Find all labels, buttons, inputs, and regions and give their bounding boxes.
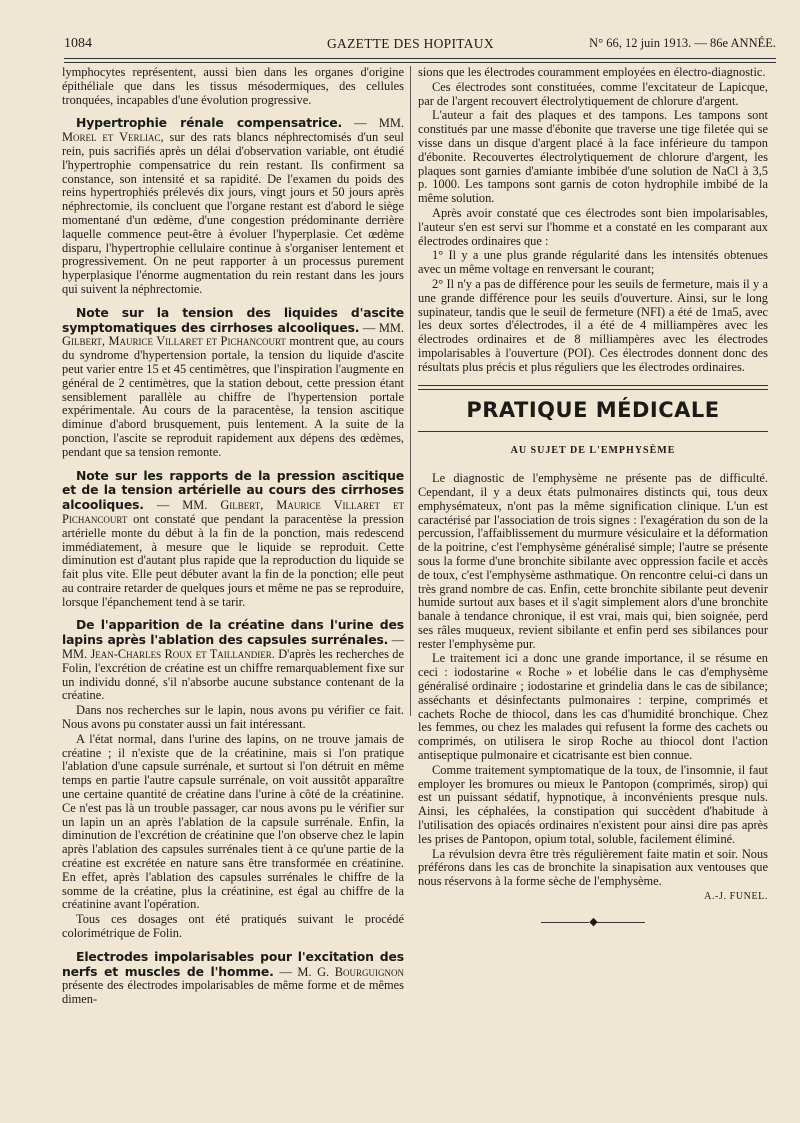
paragraph: Ces électrodes sont constituées, comme l'excitateur de Lapicque, par de l'argent recouvert électrolytiquement de chlorure d'argent. — [418, 79, 768, 108]
paragraph: Tous ces dosages ont été pratiqués suivant le procédé colorimétrique de Folin. — [62, 912, 404, 941]
header-rule-bottom — [64, 62, 776, 63]
section-text: montrent que, au cours du syndrome d'hypertension portale, la tension du liquide d'ascite peut varier entre 15 et 45 centimètres, que l'inspiration l'augmente en général de 2 centimètres, que la station debout, cette pression étant sensiblement parallèle au chiffre de l'hypertension portale expérimentale. Au cours de la paracentèse, la tension ascitique diminue d'abord brusquement, puis lentement. A la suite de la ponction, l'ascite se reproduit rapidement aux dépens des œdèmes, pendant que sa tension remonte. — [62, 334, 404, 459]
section-text: D'après les recherches de Folin, l'excrétion de créatine est un chiffre remarquablement fixe sur un individu donné, s'il n'absorbe aucune substance contenant de la créatine. — [62, 647, 404, 703]
section-authors: — M. G. Bourguignon — [279, 964, 405, 979]
paragraph: L'auteur a fait des plaques et des tampons. Les tampons sont constitués par une masse d'ébonite que traverse une tige filetée qui se visse dans un disque d'argent placé à la face inférieure du tampon d'ébonite. Recouvertes électrolytiquement de chlorure d'argent, les plaques sont garnies d'amiante imbibée d'une solution de NaCl à 3,5 p. 1000. Les tampons sont garnis de coton hydrophile imbibé de la même solution. — [418, 108, 768, 206]
section-heading: Hypertrophie rénale compensatrice. — [76, 115, 343, 131]
article-subtitle: AU SUJET DE L'EMPHYSÈME — [510, 445, 676, 457]
paragraph: 2° Il n'y a pas de différence pour les seuils de fermeture, mais il y a une grande différence pour les seuils d'ouverture. Ainsi, sur le long supinateur, tandis que le seuil de fermeture (NFI) a été de 1ma5, avec les deux sortes d'électrodes, il a été de 4 milliampères avec les électrodes ordinaires et de 8 milliampères avec les électrodes impolarisables à l'ouverture (POI). Ces électrodes donnent donc des résultats plus précis et plus réguliers que les électrodes ordinaires. — [418, 276, 768, 374]
issue-info: N° 66, 12 juin 1913. — 86e ANNÉE. — [589, 36, 776, 50]
section-text: ont constaté que pendant la paracentèse la pression artérielle monte du début à la fin de la ponction, mais redescend immédiatement, à mesure que le liquide se reproduit. Cette diminution est d'autant plus rapide que la reproduction du liquide se fait plus vite. Elle peut débuter avant la fin de la ponction; elle peut au contraire retarder de quelques jours et même ne pas se reproduire, lorsque l'épanchement tend à se tarir. — [62, 511, 404, 609]
author-signature: A.-J. FUNEL. — [704, 891, 768, 903]
paragraph: Dans nos recherches sur le lapin, nous avons pu vérifier ce fait. Nous avons pu constater aussi un fait intéressant. — [62, 703, 404, 732]
section-rule — [418, 431, 768, 432]
section-heading: Electrodes impolarisables pour l'excitation des nerfs et muscles de l'homme. — [62, 948, 404, 979]
section-text: présente des électrodes impolarisables de même forme et de mêmes dimen- — [62, 978, 404, 1007]
section-rule — [418, 389, 768, 390]
paragraph: A l'état normal, dans l'urine des lapins, on ne trouve jamais de créatine ; il n'existe que de la créatinine, mais si l'on pratique l'ablation d'une capsule surrénale, et surtout si l'on détruit en même temps en partie l'autre capsule surrénale, on voit aussitôt apparaître une certaine quantité de créatine dans l'urine à côté de la créatinine. Ce n'est pas là un trouble passager, car nous avons pu le vérifier sur un lapin un an après l'ablation de la capsule surrénale. Enfin, la diminution de l'excrétion de créatinine que l'on observe chez le lapin après l'ablation des capsules surrénales tient à ce qu'une partie de la créatine est excrétée en nature sans être transformée en créatinine. En effet, après l'ablation des capsules surrénales le chiffre de la somme de la créatine, plus la créatinine, est égal au chiffre de la créatinine avant l'opération. — [62, 731, 404, 912]
paragraph: sions que les électrodes couramment employées en électro-diagnostic. — [418, 65, 766, 79]
paragraph: La révulsion devra être très régulièrement faite matin et soir. Nous préférons dans les cas de bronchite la sinapisation aux ventouses que nous réservons à la forme sèche de l'emphysème. — [418, 846, 768, 889]
page-number: 1084 — [64, 36, 92, 51]
section-title: PRATIQUE MÉDICALE — [466, 397, 720, 422]
section-ascite-tension — [62, 306, 404, 460]
paragraph: Après avoir constaté que ces électrodes sont bien impolarisables, l'auteur s'en est servi sur l'homme et a constaté en les comparant aux électrodes ordinaires que : — [418, 205, 768, 248]
section-heading: De l'apparition de la créatine dans l'urine des lapins après l'ablation des capsules surrénales. — [62, 617, 404, 648]
paragraph: lymphocytes représentent, aussi bien dans les organes d'origine épithéliale que dans les tissus mésodermiques, des cellules tronquées, incapables d'une évolution progressive. — [62, 65, 404, 107]
right-column — [418, 66, 768, 930]
section-authors: — MM. Jean-Charles Roux et Taillandier. — [62, 633, 404, 662]
journal-title: GAZETTE DES HOPITAUX — [327, 36, 494, 51]
section-authors: — MM. Gilbert, Maurice Villaret et Pichancourt — [62, 498, 404, 526]
paragraph: 1° Il y a une plus grande régularité dans les intensités obtenues avec un même voltage en renversant le courant; — [418, 248, 768, 277]
section-text: sur des rats blancs néphrectomisés d'un seul rein, puis sacrifiés après un délai d'observation variable, ont étudié l'hypertrophie compensatrice du rein restant. Ils confirment sa constance, son intensité et sa rapidité. De l'examen du poids des reins hypertrophiés prélevés dix jours, vingt jours et 50 jours après néphrectomie, ils concluent que l'organe restant est d'abord le siège momentané d'un œdème, d'une congestion prédominante derrière laquelle commence peut-être à évoluer l'hyperplasie. Cet œdème disparu, l'hypertrophie cellulaire continue à s'organiser lentement et progressivement. On ne peut rapporter à un processus purement hyperplasique l'énorme augmentation du rein restant dans les jours qui suivent la néphrectomie. — [62, 130, 404, 296]
paragraph: Le traitement ici a donc une grande importance, il se résume en ceci : iodostarine « Roche » et lobélie dans le cas d'emphysème généralisé ordinaire ; iodostarine et grindelia dans le cas de sibilance; asséchants et désinfectants pulmonaires : terpine, comprimés et cachets Roche de thiocol, dans les cas d'humidité bronchique. Chez les femmes, ou chez les malades qui refusent la forme des cachets ou comprimés, on utilisera le sirop Roche au thiocol dont l'action antiseptique pulmonaire et cicatrisante est bien connue. — [418, 651, 768, 763]
section-ascite-pressure — [62, 469, 404, 610]
section-authors: — MM. Morel et Verliac, — [62, 116, 404, 145]
left-column — [62, 66, 404, 1008]
paragraph: Le diagnostic de l'emphysème ne présente pas de difficulté. Cependant, il y a deux états pulmonaires distincts qui, tous deux emphysémateux, n'ont pas la même signification clinique. L'un est caractérisé par l'association de trois signes : l'exagération du son de la percussion, l'affaiblissement du murmure vésiculaire et la déformation de la poitrine, c'est l'emphysème généralisé simple; l'autre se présente sous la forme d'une bronchite sibilante avec oppression facile et accès de toux, c'est l'emphysème asthmatique. On rencontre celui-ci dans un très grand nombre de cas. Enfin, cette bronchite sibilante peut devenir humide surtout aux bases et il s'agit simplement alors d'une bronchite banale à tendance chronique, il est vrai, mais qui, bien soignée, perd ses râles muqueux, revient sibilante et enfin perd ses sibilances pour rester l'emphysème pur. — [418, 471, 768, 651]
section-electrodes — [62, 950, 404, 1007]
paragraph: Comme traitement symptomatique de la toux, de l'insomnie, il faut employer les bromures ou mieux le Pantopon (comprimés, sirop) qui est un puissant sédatif, hypnotique, à inconvénients presque nuls. Ainsi, les céphalées, la constipation qui succèdent d'habitude à l'utilisation des opiacés ordinaires n'existent pour ainsi dire pas après les prises de Pantopon, opium total, soluble, facilement éliminé. — [418, 762, 768, 846]
header-rule-top — [64, 58, 776, 59]
section-renal-hypertrophy — [62, 116, 404, 296]
column-divider — [410, 66, 411, 716]
section-heading: Note sur les rapports de la pression ascitique et de la tension artérielle au cours des cirrhoses alcooliques. — [62, 467, 404, 513]
section-heading: Note sur la tension des liquides d'ascite symptomatiques des cirrhoses alcooliques. — [62, 304, 404, 335]
section-rule — [418, 385, 768, 386]
page-header — [64, 30, 776, 56]
section-authors: — MM. Gilbert, Maurice Villaret et Pichancourt — [62, 320, 405, 349]
section-creatine — [62, 618, 404, 703]
end-ornament: ◆ — [418, 916, 768, 930]
